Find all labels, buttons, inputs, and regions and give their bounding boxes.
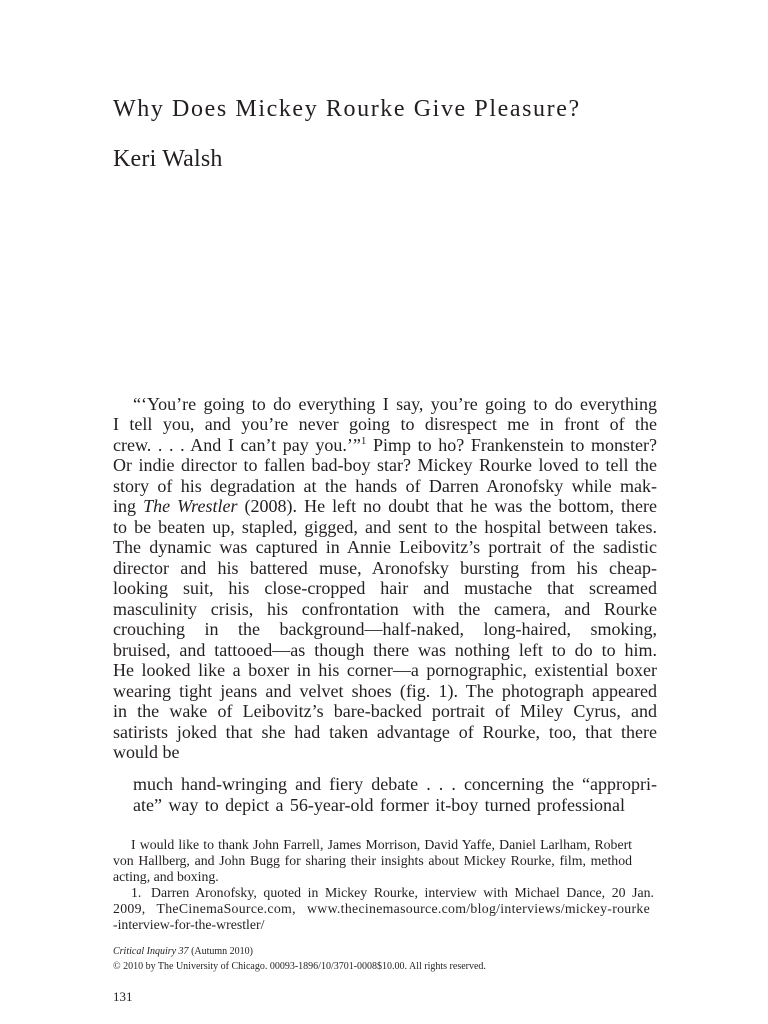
body-line-text: ing xyxy=(113,496,137,517)
body-line: looking suit, his close-cropped hair and mustache that screamed xyxy=(113,578,657,599)
footnote-1-line: 2009, TheCinemaSource.com, www.thecinemasource.com/blog/interviews/mickey-rourke xyxy=(113,901,650,916)
acknowledgment-note-line: acting, and boxing. xyxy=(113,869,219,884)
body-line: director and his battered muse, Aronofsky bursting from his cheap- xyxy=(113,557,657,578)
body-line xyxy=(113,496,657,516)
block-quote-line: ate” way to depict a 56-year-old former it-boy turned professional xyxy=(133,794,625,815)
film-title: The Wrestler xyxy=(143,496,238,517)
body-line: bruised, and tattooed—as though there was nothing left to do to him. xyxy=(113,639,657,660)
block-quote-line: much hand-wringing and fiery debate . . . concerning the “appropri- xyxy=(133,774,657,794)
journal-citation xyxy=(113,944,486,959)
body-line: crouching in the background—half-naked, long-haired, smoking, xyxy=(113,619,657,640)
body-line: to be beaten up, stapled, gigged, and sent to the hospital between takes. xyxy=(113,516,657,537)
body-line-text: Pimp to ho? Frankenstein to monster? xyxy=(372,434,658,455)
body-line: story of his degradation at the hands of Darren Aronofsky while mak- xyxy=(113,475,657,496)
body-line: The dynamic was captured in Annie Leibovitz’s portrait of the sadistic xyxy=(113,537,657,558)
copyright-notice: © 2010 by The University of Chicago. 00093-1896/10/3701-0008$10.00. All rights reserved. xyxy=(113,961,486,972)
footnotes xyxy=(113,837,657,933)
footnote-text: Darren Aronofsky, quoted in Mickey Rourke, interview with Michael Dance, 20 Jan. xyxy=(151,885,654,900)
body-line: He looked like a boxer in his corner—a pornographic, existential boxer xyxy=(113,660,657,681)
body-line: Or indie director to fallen bad-boy star? Mickey Rourke loved to tell the xyxy=(113,455,657,476)
journal-name: Critical Inquiry 37 xyxy=(113,946,189,957)
body-line: wearing tight jeans and velvet shoes (fig. 1). The photograph appeared xyxy=(113,680,657,701)
article-author: Keri Walsh xyxy=(113,146,223,172)
footnote-1-line xyxy=(131,885,654,901)
body-line: “‘You’re going to do everything I say, you’re going to do everything xyxy=(133,394,657,414)
body-line: masculinity crisis, his confrontation with the camera, and Rourke xyxy=(113,598,657,619)
body-line: I tell you, and you’re never going to disrespect me in front of the xyxy=(113,414,657,435)
footnote-reference: 1 xyxy=(360,434,367,447)
body-line-text: (2008). He left no doubt that he was the bottom, there xyxy=(244,496,658,517)
body-paragraph xyxy=(113,394,657,762)
acknowledgment-note-line: I would like to thank John Farrell, James Morrison, David Yaffe, Daniel Larlham, Robert xyxy=(131,837,632,852)
journal-issue: (Autumn 2010) xyxy=(191,946,254,957)
footnote-1-line: -interview-for-the-wrestler/ xyxy=(113,917,265,932)
journal-info xyxy=(113,944,486,974)
body-line: would be xyxy=(113,741,180,762)
body-line xyxy=(113,435,657,455)
body-line-text: crew. . . . And I can’t pay you.’” xyxy=(113,434,361,455)
acknowledgment-note-line: von Hallberg, and John Bugg for sharing their insights about Mickey Rourke, film, method xyxy=(113,853,632,868)
page-number: 131 xyxy=(113,989,133,1004)
article-title: Why Does Mickey Rourke Give Pleasure? xyxy=(113,96,581,122)
footnote-number: 1. xyxy=(131,885,142,900)
block-quote xyxy=(133,774,657,815)
body-line: satirists joked that she had taken advantage of Rourke, too, that there xyxy=(113,721,657,742)
body-line: in the wake of Leibovitz’s bare-backed portrait of Miley Cyrus, and xyxy=(113,701,657,722)
